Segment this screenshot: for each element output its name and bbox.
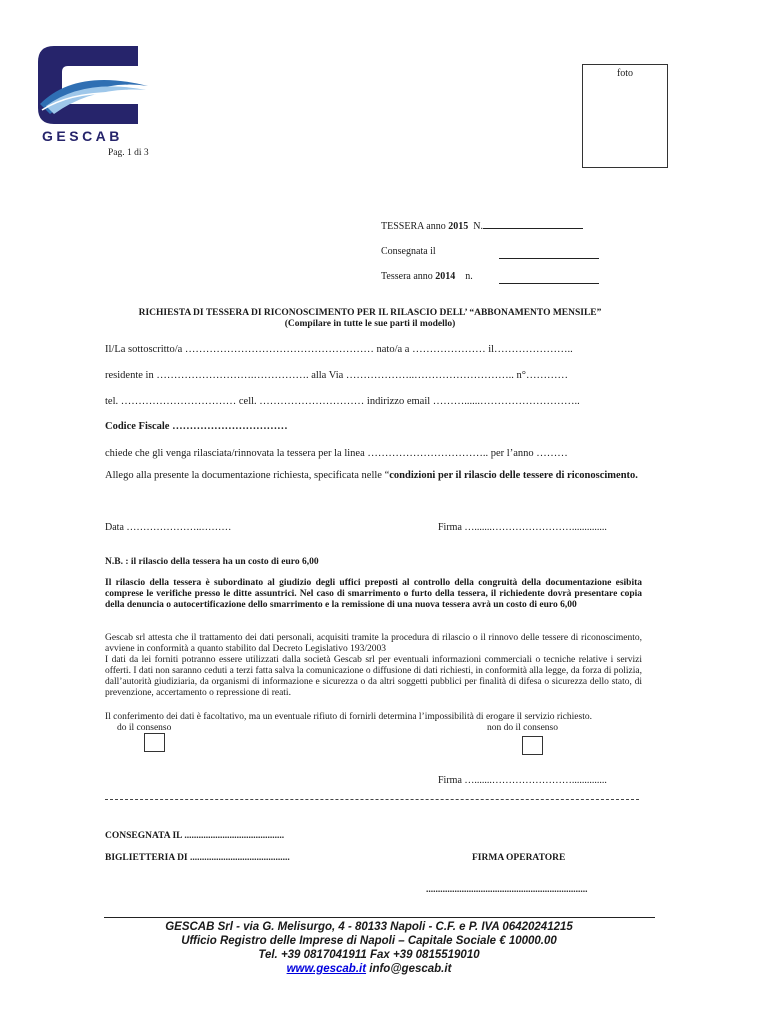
consegnata-date-field[interactable] bbox=[499, 246, 599, 259]
form-line-address[interactable]: residente in ……………………….……………. alla Via ………………..……………………….. n°………… bbox=[105, 370, 569, 381]
form-line-contacts[interactable]: tel. …………………………… cell. ………………………… indirizzo email ………......……………………….. bbox=[105, 396, 580, 407]
do-consenso-checkbox[interactable] bbox=[144, 733, 165, 752]
biglietteria-field[interactable]: BIGLIETTERIA DI .......................................... bbox=[105, 853, 290, 863]
conferimento-note: Il conferimento dei dati è facoltativo, ma un eventuale rifiuto di fornirli determina l’impossibilità di erogare il servizio richiesto. bbox=[105, 712, 592, 722]
non-do-consenso-checkbox[interactable] bbox=[522, 736, 543, 755]
tessera-2014-number-field[interactable] bbox=[499, 271, 599, 284]
nb-cost-note: N.B. : il rilascio della tessera ha un costo di euro 6,00 bbox=[105, 557, 319, 567]
tessera-2015-number-field[interactable] bbox=[483, 228, 583, 229]
request-subtitle: (Compilare in tutte le sue parti il modello) bbox=[284, 319, 456, 329]
non-do-consenso-label: non do il consenso bbox=[487, 723, 558, 733]
form-line-name[interactable]: Il/La sottoscritto/a ……………………………………………… nato/a a ………………… il………………….. bbox=[105, 344, 573, 355]
cut-line-separator bbox=[105, 799, 639, 800]
consegnata-il-field[interactable]: CONSEGNATA IL .......................................... bbox=[105, 831, 285, 841]
footer-registry-line: Ufficio Registro delle Imprese di Napoli – Capitale Sociale € 10000.00 bbox=[181, 935, 557, 947]
footer-phone-line: Tel. +39 0817041911 Fax +39 0815519010 bbox=[258, 949, 480, 961]
email-text: info@gescab.it bbox=[366, 963, 452, 975]
data-field[interactable]: Data …………………..……… bbox=[105, 522, 232, 533]
footer-rule bbox=[104, 917, 655, 918]
footer-web-line bbox=[105, 962, 633, 976]
firma-field[interactable]: Firma ….......…………………….............. bbox=[438, 522, 607, 533]
privacy-paragraph-2: I dati da lei forniti potranno essere utilizzati dalla società Gescab srl per eventuali informazioni commerciali o tecniche relative i servizi offerti. I dati non saranno ceduti a terzi fatta salva la comunicazione o diffusione di dati richiesti, in conformità alla legge, da forza di polizia, dall’autorità giudiziaria, da organismi di informazione e sicurezza o da altri soggetti pubblici per finalità di difesa o sicurezza dello stato, di prevenzione, accertamento o repressione di reati. bbox=[105, 655, 642, 698]
logo-wordmark: GESCAB bbox=[42, 128, 123, 144]
firma-operatore-label: FIRMA OPERATORE bbox=[472, 853, 566, 863]
page-number: Pag. 1 di 3 bbox=[108, 148, 149, 158]
tessera-2014-line: Tessera anno 2014 n. bbox=[381, 271, 473, 282]
privacy-paragraph-1: Gescab srl attesta che il trattamento dei dati personali, acquisiti tramite la procedura di rilascio o il rinnovo delle tessere di riconoscimento, avviene in conformità a quanto stabilito dal Decreto Legislativo 193/2003 bbox=[105, 633, 642, 654]
consegnata-line: Consegnata il bbox=[381, 246, 436, 257]
firma-operatore-line[interactable]: .................................................................... bbox=[426, 885, 588, 895]
conditions-block: Il rilascio della tessera è subordinato al giudizio degli uffici preposti al controllo della congruità della documentazione esibita comprese le verifiche presso le ditte assuntrici. Nel caso di smarrimento o furto della tessera, il richiedente dovrà presentare copia della denuncia o autocertificazione dello smarrimento e la remissione di una nuova tessera avrà un costo di euro 6,00 bbox=[105, 578, 642, 610]
tessera-2015-line: TESSERA anno 2015 N. bbox=[381, 221, 583, 232]
gescab-logo bbox=[36, 44, 156, 148]
firma-consenso-field[interactable]: Firma ….......…………………….............. bbox=[438, 775, 607, 786]
website-link[interactable]: www.gescab.it bbox=[286, 963, 367, 975]
allego-paragraph: Allego alla presente la documentazione richiesta, specificata nelle “condizioni per il rilascio delle tessere di riconoscimento. bbox=[105, 470, 638, 481]
do-consenso-label: do il consenso bbox=[117, 723, 172, 733]
request-title: RICHIESTA DI TESSERA DI RICONOSCIMENTO PER IL RILASCIO DELL’ “ABBONAMENTO MENSILE” bbox=[138, 308, 602, 318]
form-line-codice-fiscale[interactable]: Codice Fiscale …………………………… bbox=[105, 421, 288, 432]
form-line-linea[interactable]: chiede che gli venga rilasciata/rinnovata la tessera per la linea …………………………….. per l’anno ……… bbox=[105, 448, 568, 459]
photo-label: foto bbox=[616, 68, 634, 79]
footer-company-line: GESCAB Srl - via G. Melisurgo, 4 - 80133 Napoli - C.F. e P. IVA 06420241215 bbox=[165, 921, 573, 933]
photo-box bbox=[582, 64, 668, 168]
